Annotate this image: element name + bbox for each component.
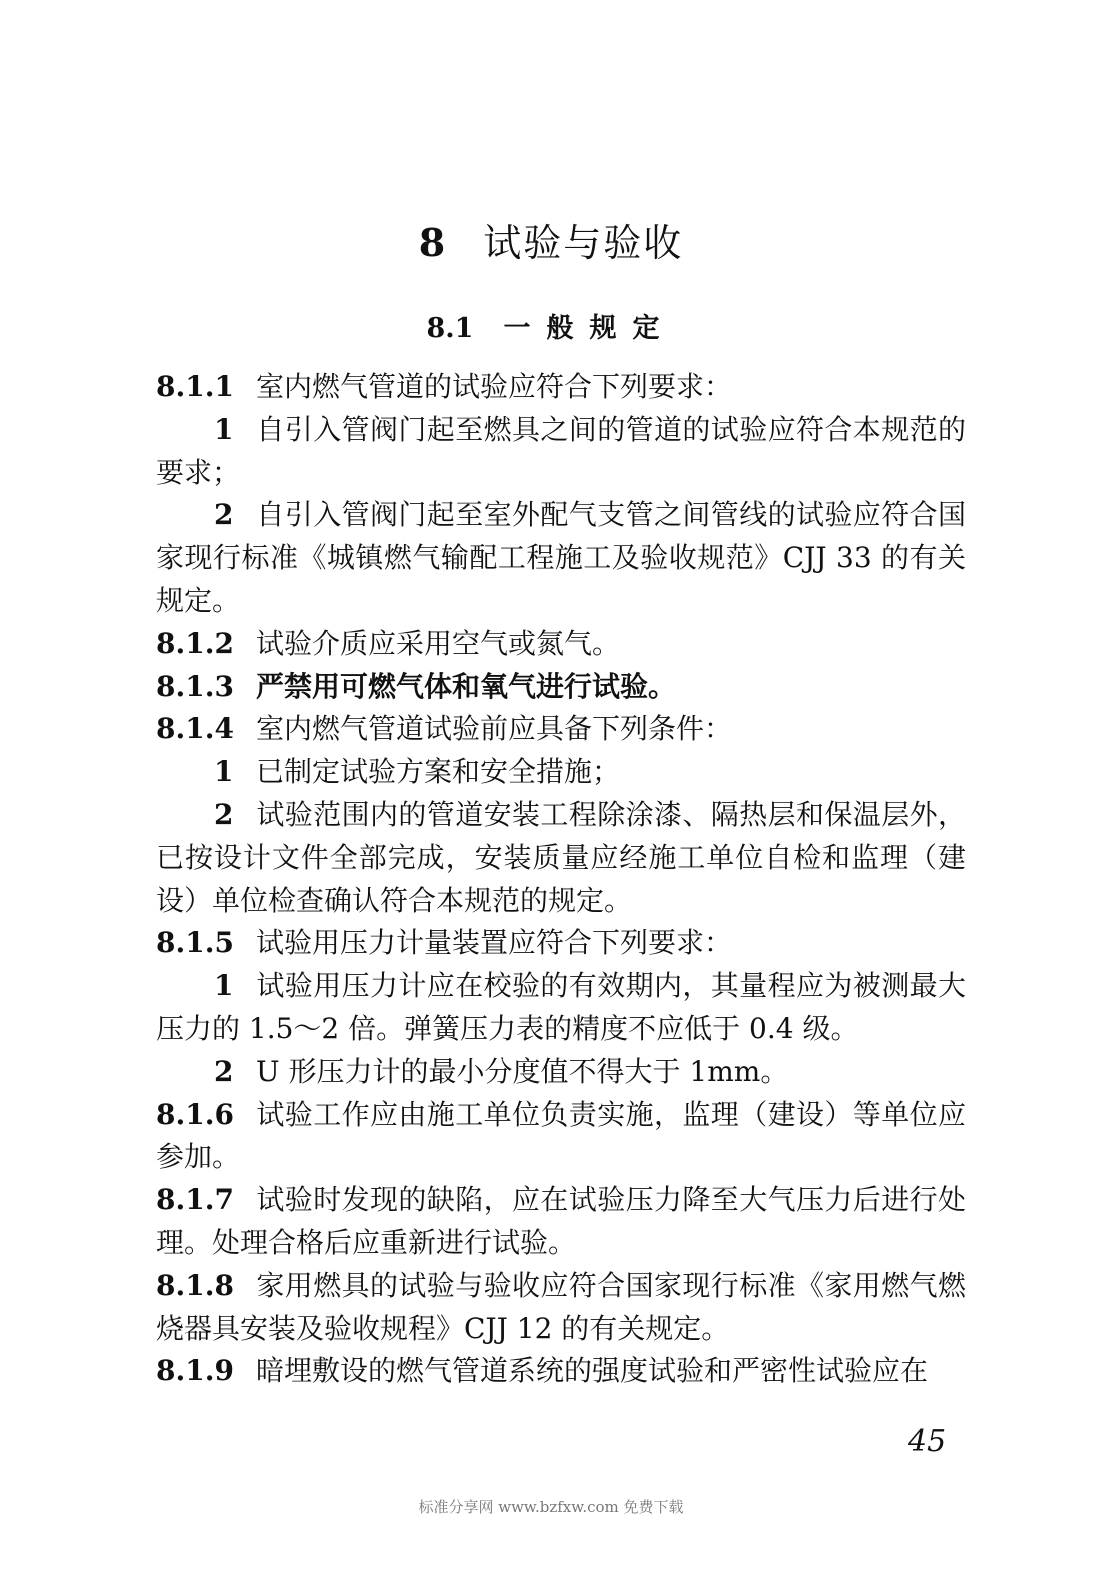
clause-item [156, 965, 966, 1051]
item-text: 试验范围内的管道安装工程除涂漆、隔热层和保温层外，已按设计文件全部完成，安装质量应经施工单位自检和监理（建设）单位检查确认符合本规范的规定。 [156, 797, 966, 917]
chapter-heading [0, 212, 1102, 267]
clause-number: 8.1.7 [156, 1183, 234, 1217]
item-number: 1 [214, 412, 234, 446]
clause-text: 室内燃气管道的试验应符合下列要求： [256, 370, 733, 403]
clause-number: 8.1.9 [156, 1354, 234, 1388]
clause-item [156, 494, 966, 622]
item-text: 自引入管阀门起至燃具之间的管道的试验应符合本规范的要求； [156, 412, 966, 489]
item-text: U 形压力计的最小分度值不得大于 1mm。 [256, 1054, 789, 1088]
clause-text: 试验时发现的缺陷，应在试验压力降至大气压力后进行处理。处理合格后应重新进行试验。 [156, 1183, 966, 1259]
section-heading [0, 306, 1102, 345]
clause-text: 试验介质应采用空气或氮气。 [256, 626, 621, 660]
clause-number: 8.1.4 [156, 712, 234, 746]
clause-text: 室内燃气管道试验前应具备下列条件： [256, 712, 733, 746]
clause-8-1-1 [156, 366, 966, 409]
clause-number: 8.1.3 [156, 669, 234, 703]
footer-watermark-text: 标准分享网 www.bzfxw.com 免费下载 [418, 1498, 684, 1516]
section-number: 8.1 [426, 313, 474, 344]
clause-item [156, 794, 966, 922]
clause-item [156, 409, 966, 495]
item-number: 1 [214, 755, 234, 789]
clause-8-1-8 [156, 1265, 966, 1351]
clause-8-1-2 [156, 623, 966, 666]
clause-8-1-6 [156, 1094, 966, 1180]
item-number: 2 [214, 797, 234, 831]
clause-8-1-5 [156, 922, 966, 965]
document-body [156, 366, 966, 1393]
chapter-number: 8 [418, 220, 448, 265]
clause-item [156, 751, 966, 794]
clause-text-mandatory: 严禁用可燃气体和氧气进行试验。 [256, 669, 677, 703]
clause-text: 试验用压力计量装置应符合下列要求： [256, 926, 733, 960]
clause-number: 8.1.8 [156, 1268, 234, 1302]
item-text: 自引入管阀门起至室外配气支管之间管线的试验应符合国家现行标准《城镇燃气输配工程施工及验收规范》CJJ 33 的有关规定。 [156, 498, 966, 617]
clause-8-1-4 [156, 708, 966, 751]
item-text: 已制定试验方案和安全措施； [256, 755, 621, 789]
page-number: 45 [908, 1424, 947, 1459]
clause-number: 8.1.5 [156, 926, 234, 960]
item-number: 2 [214, 1054, 234, 1088]
section-title: 一般规定 [503, 313, 676, 344]
clause-number: 8.1.6 [156, 1097, 234, 1131]
clause-8-1-3 [156, 666, 966, 709]
clause-text: 试验工作应由施工单位负责实施，监理（建设）等单位应参加。 [156, 1097, 966, 1174]
clause-number: 8.1.1 [156, 370, 234, 403]
clause-item [156, 1051, 966, 1094]
clause-8-1-7 [156, 1179, 966, 1265]
clause-8-1-9 [156, 1350, 966, 1393]
item-text: 试验用压力计应在校验的有效期内，其量程应为被测最大压力的 1.5～2 倍。弹簧压力表的精度不应低于 0.4 级。 [156, 969, 966, 1045]
item-number: 1 [214, 969, 234, 1003]
clause-number: 8.1.2 [156, 626, 234, 660]
item-number: 2 [214, 498, 234, 532]
clause-text: 家用燃具的试验与验收应符合国家现行标准《家用燃气燃烧器具安装及验收规程》CJJ 12 的有关规定。 [156, 1268, 966, 1345]
clause-text: 暗埋敷设的燃气管道系统的强度试验和严密性试验应在 [256, 1354, 929, 1388]
chapter-title: 试验与验收 [483, 221, 684, 265]
